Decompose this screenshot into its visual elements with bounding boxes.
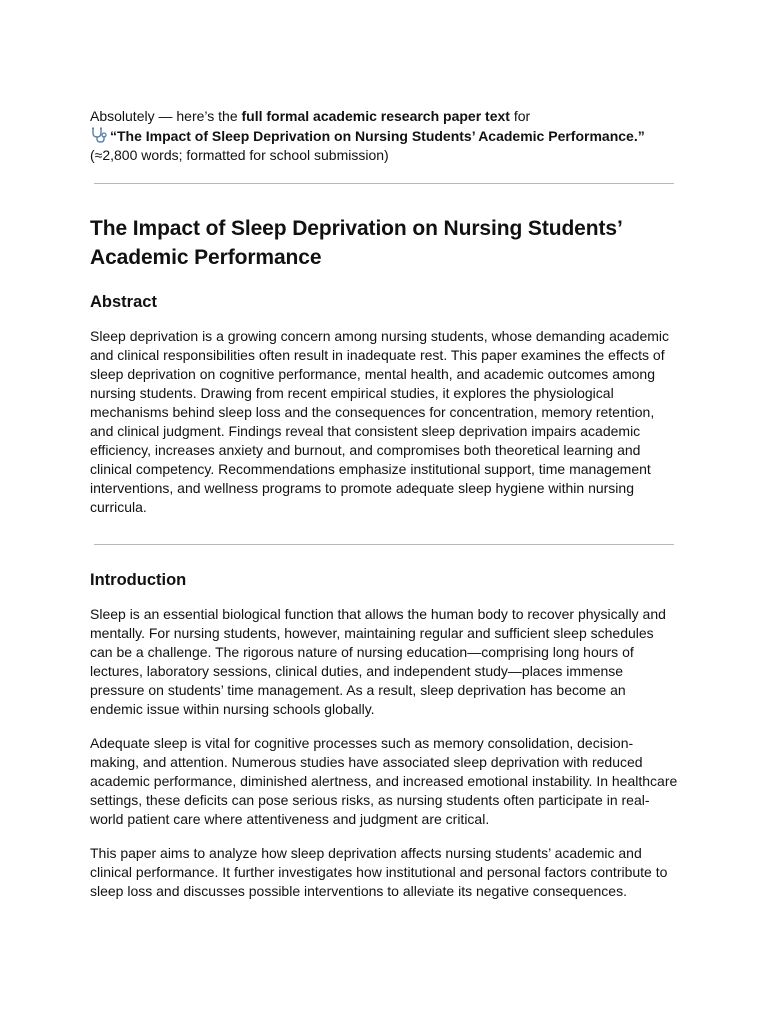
intro-note: (≈2,800 words; formatted for school submission) bbox=[90, 147, 389, 163]
divider bbox=[94, 183, 674, 184]
introduction-paragraph: Adequate sleep is vital for cognitive processes such as memory consolidation, decision-making, and attention. Numerous studies have associated sleep deprivation with reduced academic performance, diminished alertness, and increased emotional instability. In healthcare settings, these deficits can pose serious risks, as nursing students often participate in real-world patient care where attentiveness and judgment are critical. bbox=[90, 734, 678, 827]
intro-quoted-title: “The Impact of Sleep Deprivation on Nursing Students’ Academic Performance.” bbox=[110, 127, 645, 144]
intro-tail: for bbox=[509, 108, 531, 124]
divider bbox=[94, 544, 674, 545]
intro-bold: full formal academic research paper text bbox=[241, 108, 510, 124]
intro-block bbox=[90, 107, 680, 166]
stethoscope-icon bbox=[90, 127, 110, 143]
abstract-heading: Abstract bbox=[90, 292, 157, 311]
paper-title-line1: The Impact of Sleep Deprivation on Nursing Students’ bbox=[90, 216, 623, 240]
intro-lead: Absolutely — here’s the bbox=[90, 108, 242, 124]
introduction-paragraph: This paper aims to analyze how sleep deprivation affects nursing students’ academic and clinical performance. It further investigates how institutional and personal factors contribute to sleep loss and discusses possible interventions to alleviate its negative consequences. bbox=[90, 844, 668, 899]
intro-title-line bbox=[90, 127, 680, 147]
paper-title-line2: Academic Performance bbox=[90, 245, 322, 269]
introduction-paragraph: Sleep is an essential biological function that allows the human body to recover physically and mentally. For nursing students, however, maintaining regular and sufficient sleep schedules can be a challenge. The rigorous nature of nursing education—comprising long hours of lectures, laboratory sessions, clinical duties, and independent study—places immense pressure on students’ time management. As a result, sleep deprivation has become an endemic issue within nursing schools globally. bbox=[90, 605, 666, 717]
paper-title bbox=[90, 214, 680, 272]
document-content bbox=[90, 107, 680, 901]
abstract-paragraph: Sleep deprivation is a growing concern among nursing students, whose demanding academic and clinical responsibilities often result in inadequate rest. This paper examines the effects of sleep deprivation on cognitive performance, mental health, and academic outcomes among nursing students. Drawing from recent empirical studies, it explores the physiological mechanisms behind sleep loss and the consequences for concentration, memory retention, and clinical judgment. Findings reveal that consistent sleep deprivation impairs academic efficiency, increases anxiety and burnout, and compromises both theoretical learning and clinical competency. Recommendations emphasize institutional support, time management interventions, and wellness programs to promote adequate sleep hygiene within nursing curricula. bbox=[90, 327, 670, 515]
introduction-heading: Introduction bbox=[90, 570, 187, 589]
intro-line bbox=[90, 107, 680, 127]
